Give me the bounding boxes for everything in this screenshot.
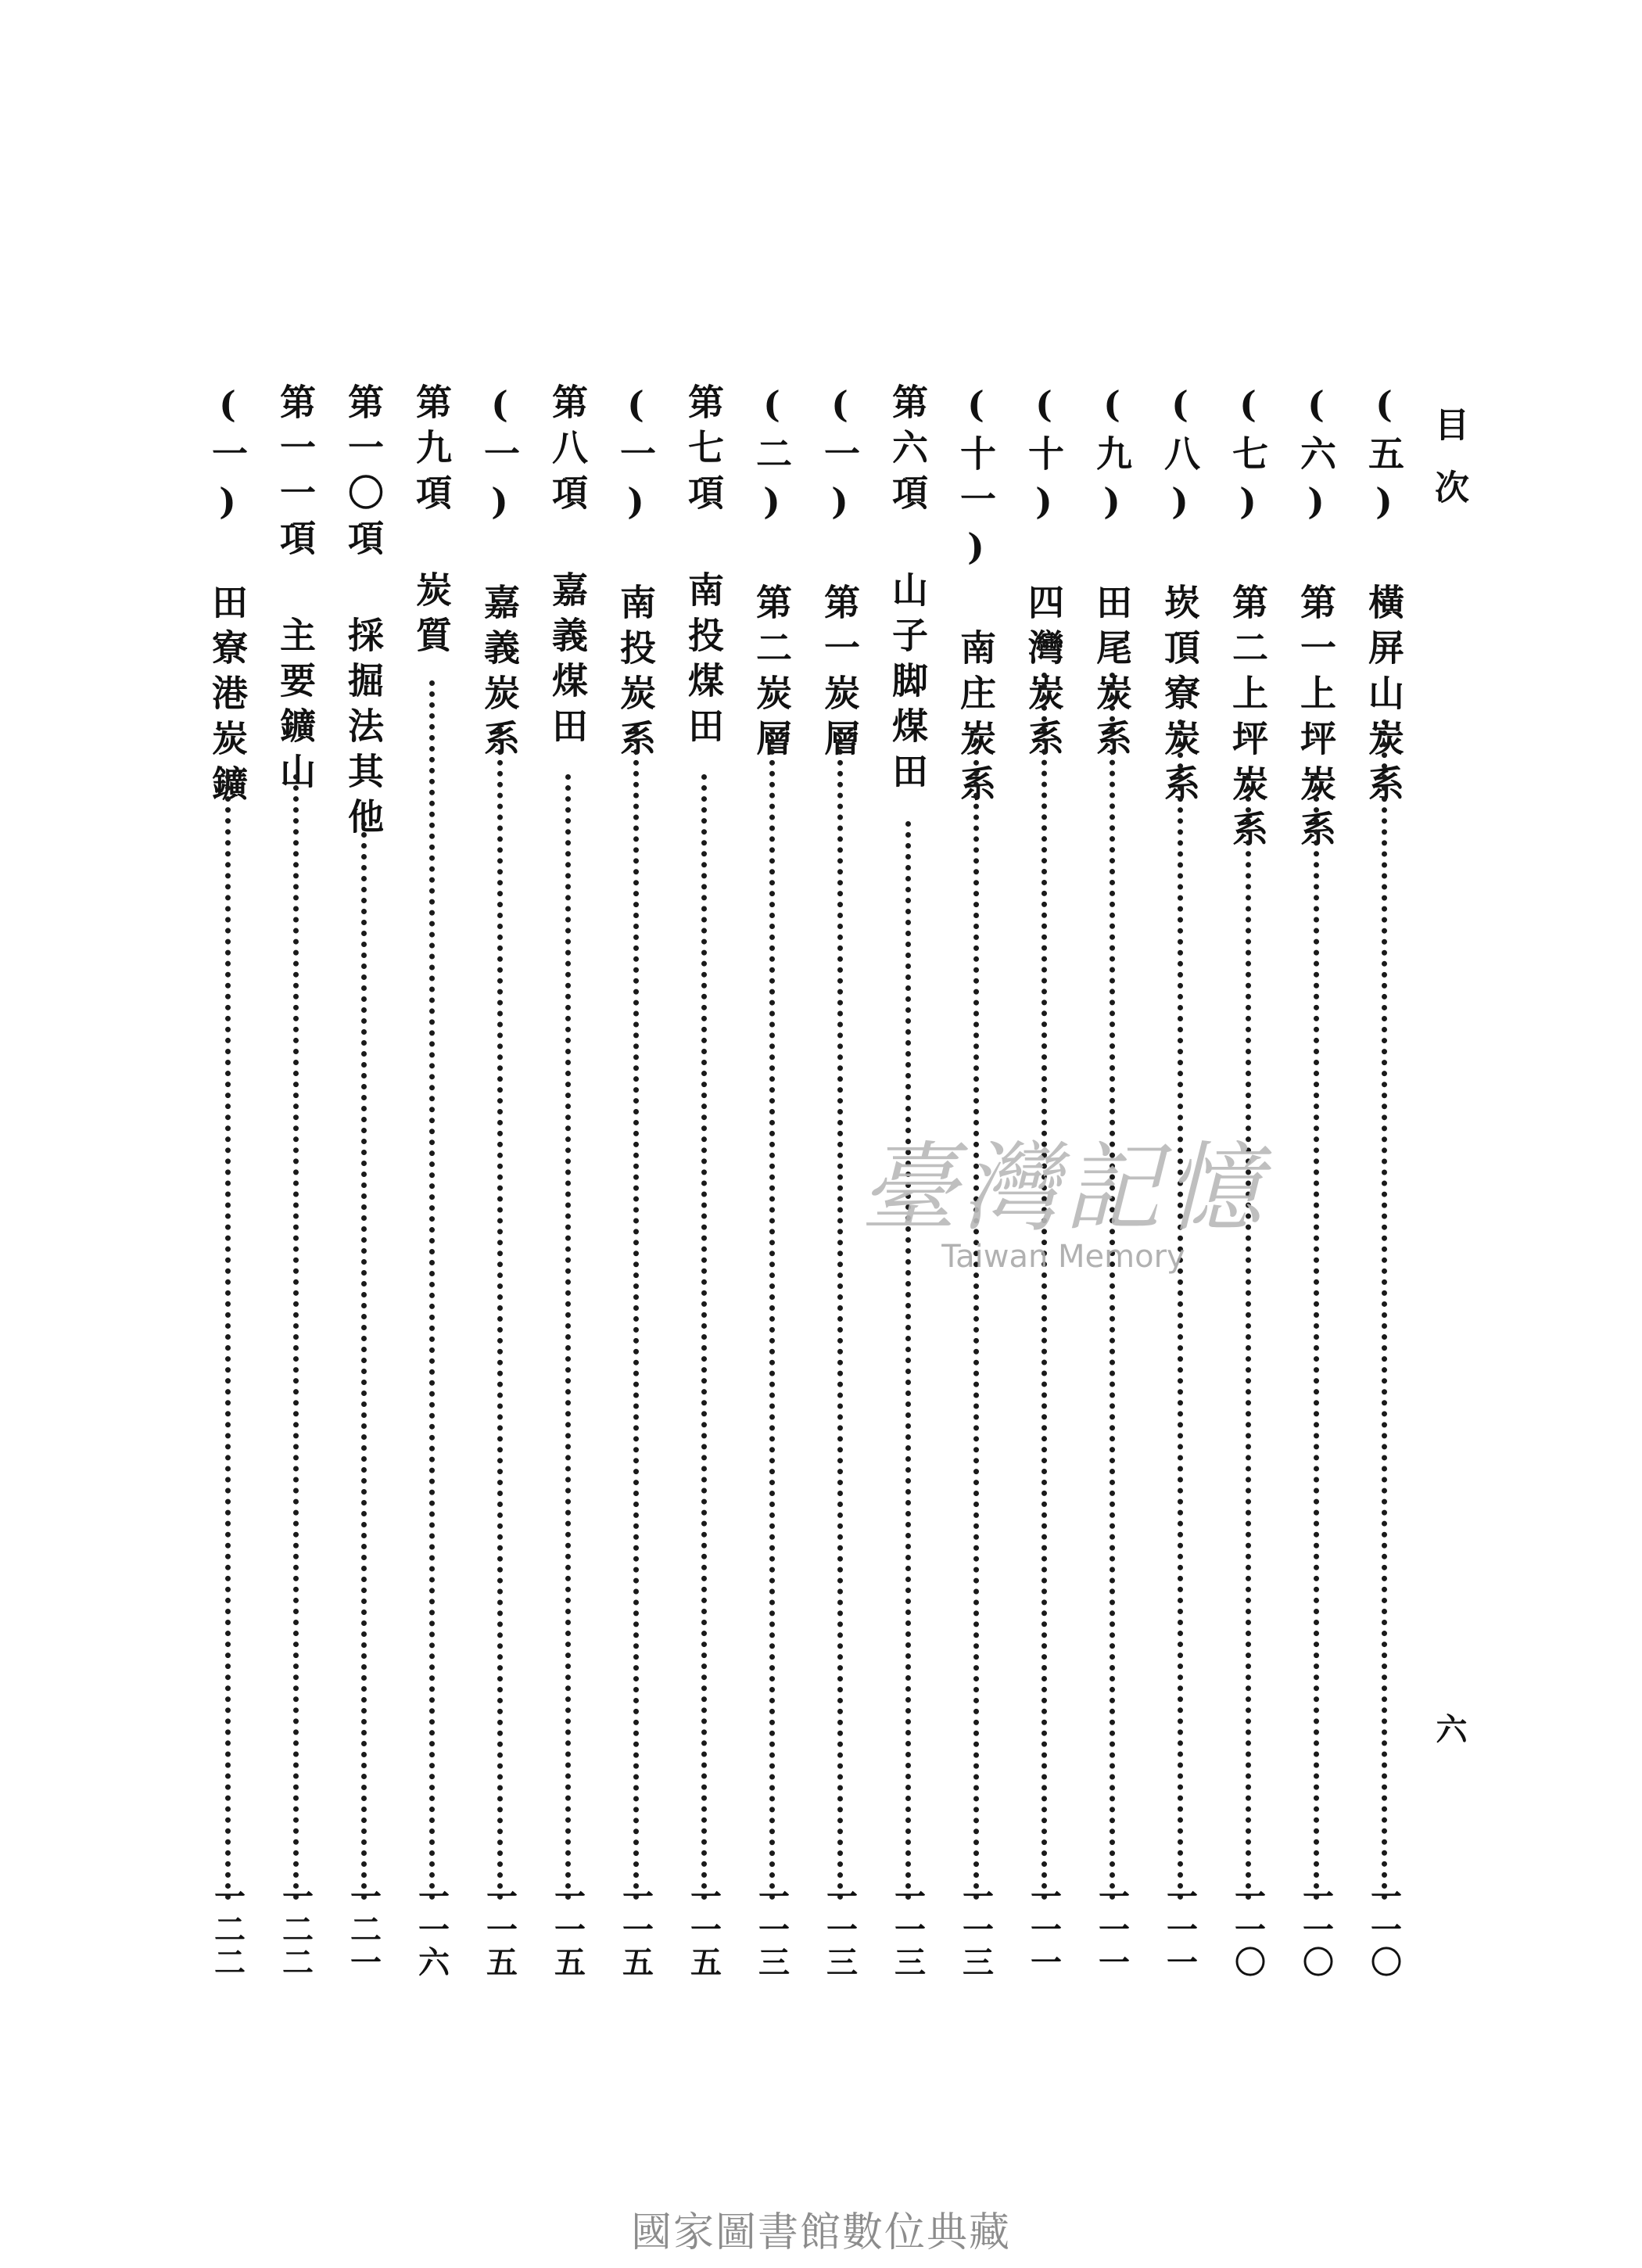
toc-entry-page: 一一一 — [1161, 1880, 1199, 1979]
toc-entry-label: (一) 嘉義炭系 — [479, 383, 521, 765]
toc-entry-label: (九) 田尾炭系 — [1091, 383, 1133, 765]
toc-entry — [268, 383, 323, 1979]
dot-leader — [225, 774, 231, 1900]
toc-entry-label: (十一) 南庄炭系 — [955, 383, 997, 810]
toc-entry-page: 一二二 — [277, 1880, 314, 1979]
watermark-chinese: 臺灣記憶 — [859, 1132, 1267, 1245]
dot-leader — [633, 727, 639, 1900]
toc-entry — [336, 383, 391, 1979]
toc-entry-label: (七) 第二上坪炭系 — [1227, 383, 1269, 856]
dot-leader — [429, 680, 435, 1900]
toc-entry-page: 一一五 — [549, 1880, 586, 1979]
dot-leader — [905, 821, 911, 1900]
toc-entry-page: 一一〇 — [1297, 1880, 1335, 1979]
toc-entry — [472, 383, 527, 1979]
dot-leader — [293, 774, 299, 1900]
watermark-english: Taiwan Memory — [941, 1239, 1185, 1275]
toc-entry-page: 一一三 — [821, 1880, 859, 1979]
dot-leader — [701, 774, 707, 1900]
toc-entry-label: (六) 第一上坪炭系 — [1295, 383, 1337, 856]
toc-entry-page: 一一五 — [481, 1880, 518, 1979]
toc-entry-page: 一一〇 — [1365, 1880, 1403, 1979]
toc-entry-page: 一一五 — [617, 1880, 654, 1979]
toc-entry-label: 第八項 嘉義煤田 — [547, 383, 589, 752]
toc-entry-label: (一) 田寮港炭鑛 — [206, 383, 249, 810]
toc-entry-label: 第七項 南投煤田 — [683, 383, 725, 752]
toc-entry-label: (一) 第一炭層 — [819, 383, 861, 765]
toc-entry — [1357, 383, 1411, 1979]
toc-entry — [404, 383, 459, 1979]
toc-entry-page: 一一六 — [413, 1880, 450, 1979]
toc-entry-page: 一二二 — [209, 1880, 246, 1979]
toc-entry-label: 第一〇項 採掘法其他 — [342, 383, 385, 843]
toc-entry — [608, 383, 663, 1979]
dot-leader — [1246, 774, 1251, 1900]
toc-entry-page: 一一一 — [1025, 1880, 1063, 1979]
toc-entry-page: 一一三 — [753, 1880, 791, 1979]
toc-entry-page: 一一三 — [889, 1880, 927, 1979]
dot-leader — [837, 727, 843, 1900]
toc-entry-page: 一一五 — [685, 1880, 722, 1979]
dot-leader — [1314, 774, 1319, 1900]
toc-entry-label: (八) 崁頂寮炭系 — [1159, 383, 1201, 810]
toc-entry-label: (一) 南投炭系 — [615, 383, 657, 765]
dot-leader — [1382, 720, 1387, 1900]
toc-entry — [200, 383, 255, 1979]
toc-entry-label: (五) 橫屏山炭系 — [1363, 383, 1405, 810]
toc-entry-label: (二) 第二炭層 — [751, 383, 793, 765]
toc-entry — [540, 383, 595, 1979]
toc-entry-page: 一一一 — [1093, 1880, 1131, 1979]
toc-entry-label: (十) 四灣炭系 — [1023, 383, 1065, 765]
toc-entry — [744, 383, 799, 1979]
dot-leader — [1178, 720, 1183, 1900]
toc-entry-page: 一一〇 — [1229, 1880, 1267, 1979]
watermark — [813, 1134, 1314, 1306]
page-header-title: 目次 — [1429, 407, 1468, 532]
dot-leader — [497, 727, 503, 1900]
toc-entry-label: 第九項 炭質 — [410, 383, 453, 662]
dot-leader — [769, 727, 775, 1900]
footer-credit: 國家圖書館數位典藏 — [630, 2209, 1011, 2256]
toc-entry-page: 一二一 — [345, 1880, 382, 1979]
dot-leader — [361, 821, 367, 1900]
toc-entry-label: 第六項 山子脚煤田 — [887, 383, 929, 798]
toc-entry-label: 第一一項 主要鑛山 — [274, 383, 317, 798]
dot-leader — [973, 727, 979, 1900]
toc-entry-page: 一一三 — [957, 1880, 995, 1979]
page-number: 六 — [1431, 1713, 1468, 1744]
toc-entry — [676, 383, 731, 1979]
dot-leader — [565, 774, 571, 1900]
